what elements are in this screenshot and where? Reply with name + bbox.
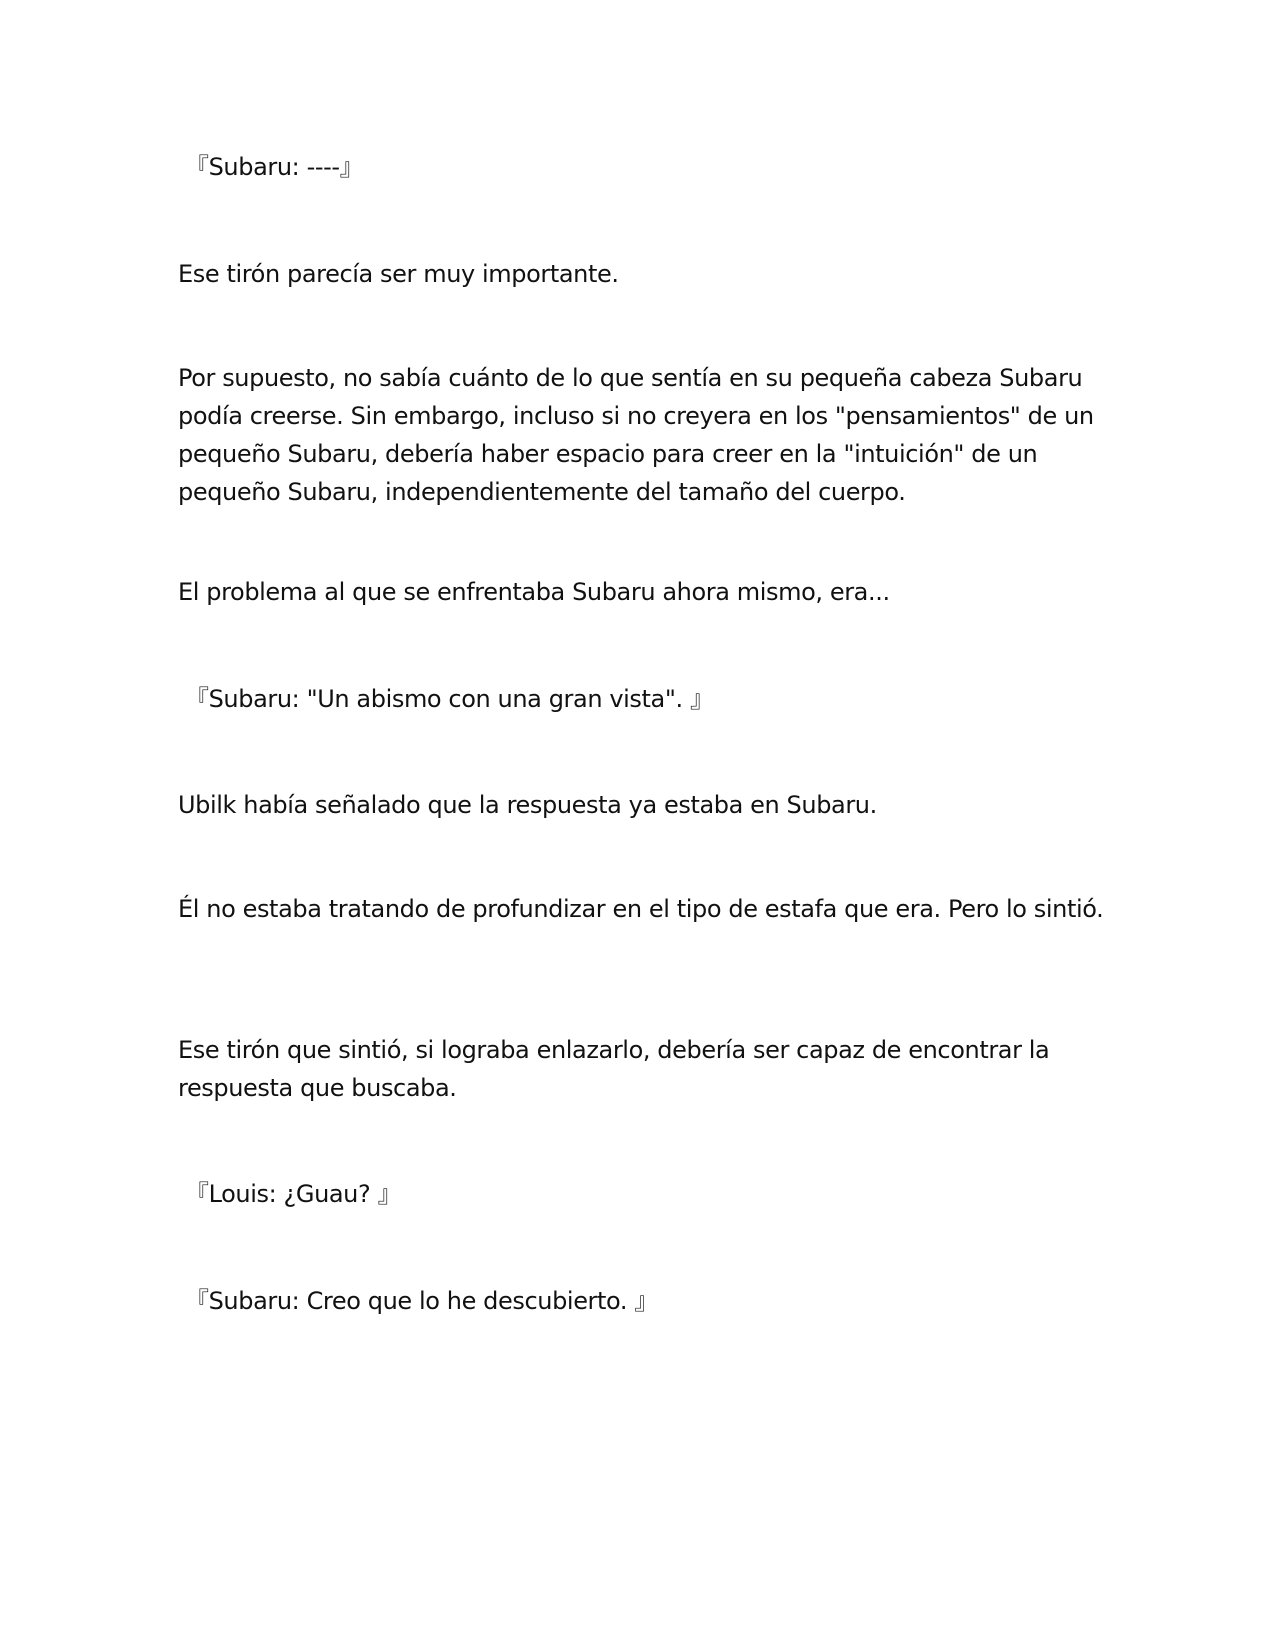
dialogue-line: 『Subaru: ----』 (185, 153, 364, 181)
narration-paragraph: Ubilk había señalado que la respuesta ya estaba en Subaru. (178, 791, 877, 819)
narration-paragraph: Él no estaba tratando de profundizar en el tipo de estafa que era. Pero lo sintió. (178, 895, 1104, 923)
dialogue-line: 『Subaru: Creo que lo he descubierto. 』 (185, 1287, 658, 1315)
narration-paragraph: Por supuesto, no sabía cuánto de lo que sentía en su pequeña cabeza Subaru podía creerse. Sin embargo, incluso si no creyera en los "pensamientos" de un pequeño Subaru, debería haber espacio para creer en la "intuición" de un pequeño Subaru, independientemente del tamaño del cuerpo. (178, 364, 1094, 506)
narration-paragraph: Ese tirón que sintió, si lograba enlazarlo, debería ser capaz de encontrar la respuesta que buscaba. (178, 1036, 1050, 1102)
narration-paragraph: El problema al que se enfrentaba Subaru ahora mismo, era... (178, 578, 890, 606)
dialogue-line: 『Louis: ¿Guau? 』 (185, 1180, 402, 1208)
dialogue-line: 『Subaru: "Un abismo con una gran vista". 』 (185, 685, 714, 713)
narration-paragraph: Ese tirón parecía ser muy importante. (178, 260, 619, 288)
